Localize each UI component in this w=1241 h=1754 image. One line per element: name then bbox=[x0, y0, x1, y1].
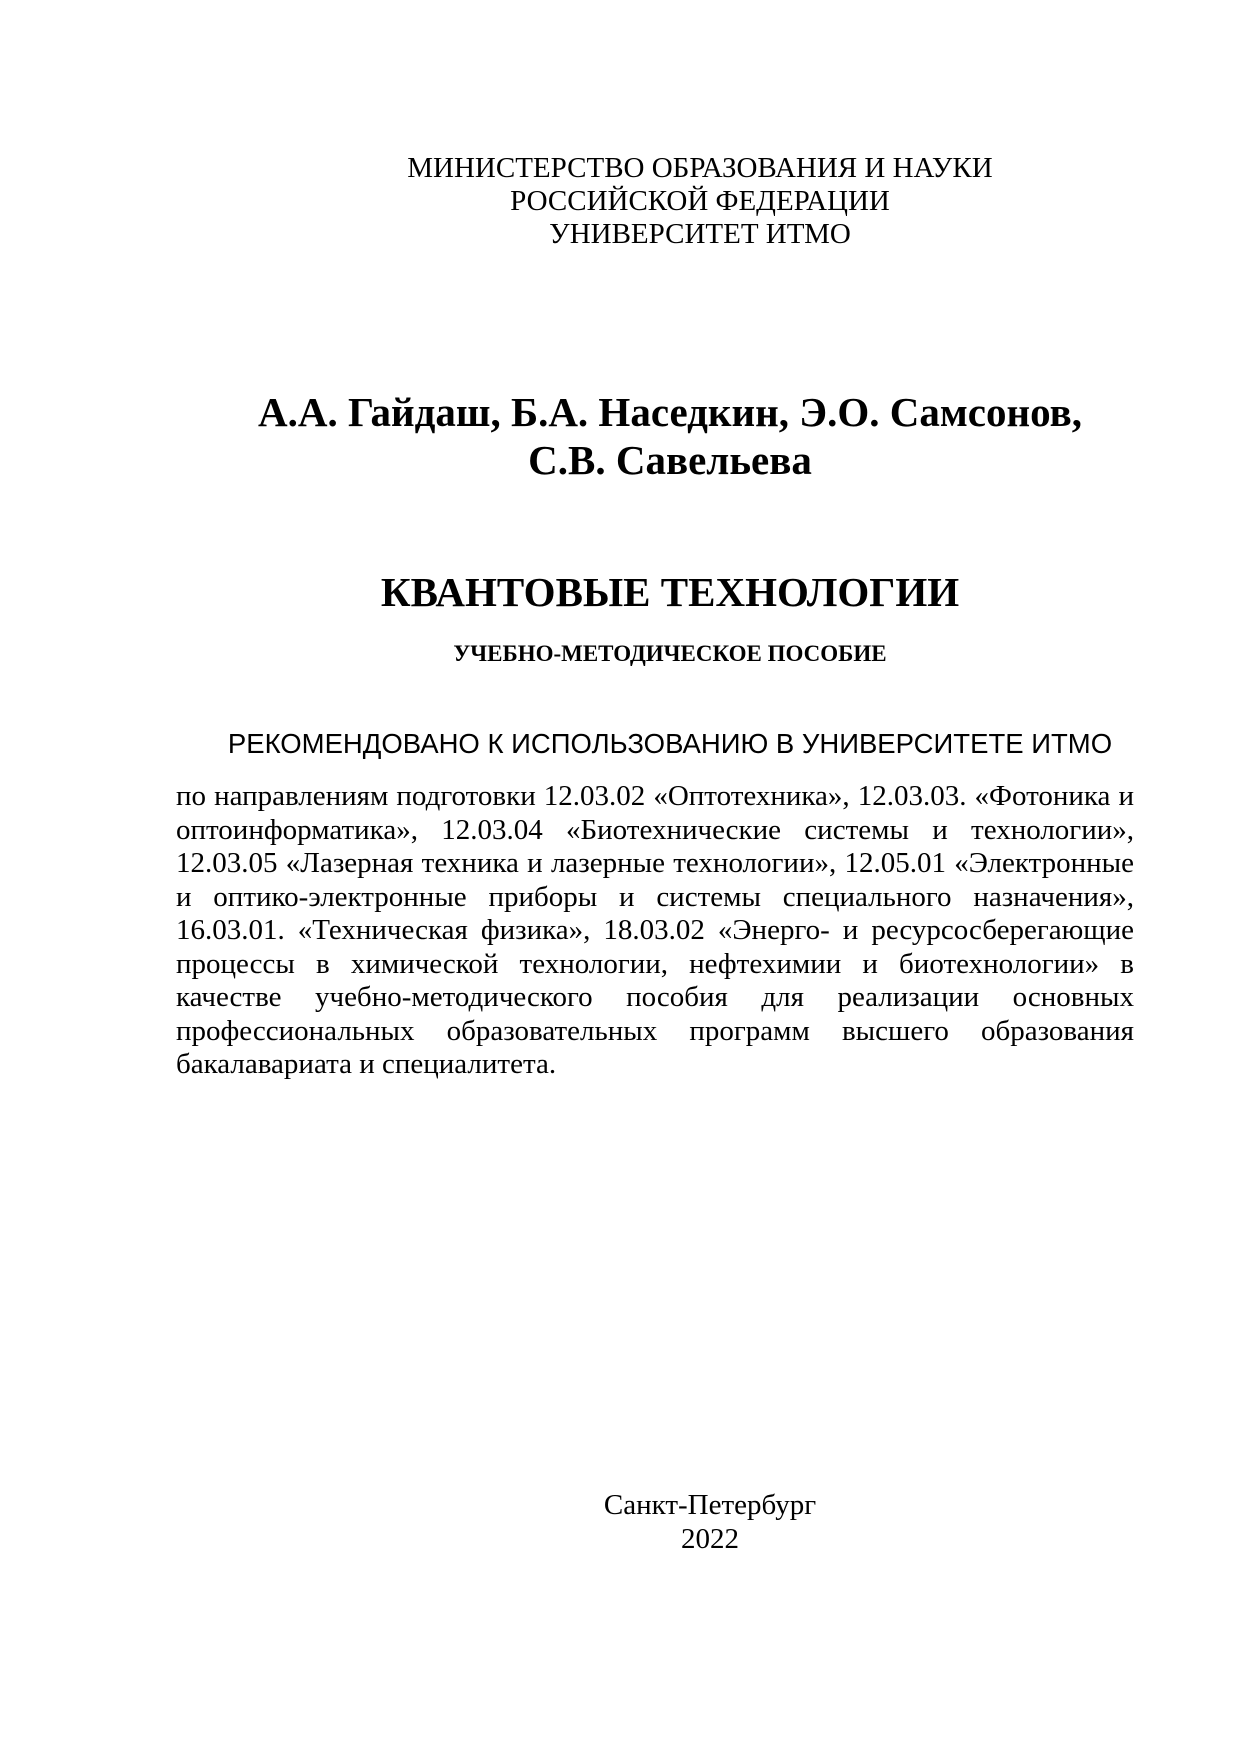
publication-place-year bbox=[560, 1488, 860, 1556]
publication-year: 2022 bbox=[681, 1523, 739, 1555]
ministry-line-2: РОССИЙСКОЙ ФЕДЕРАЦИИ bbox=[510, 185, 890, 217]
ministry-header bbox=[300, 152, 1100, 251]
document-subtitle: УЧЕБНО-МЕТОДИЧЕСКОЕ ПОСОБИЕ bbox=[453, 641, 887, 666]
authors-block bbox=[200, 388, 1140, 484]
authors-line-2: С.В. Савельева bbox=[528, 437, 812, 483]
authors-line-1: А.А. Гайдаш, Б.А. Наседкин, Э.О. Самсонов, bbox=[258, 389, 1082, 435]
recommendation-heading: РЕКОМЕНДОВАНО К ИСПОЛЬЗОВАНИЮ В УНИВЕРСИТЕТЕ ИТМО bbox=[227, 728, 1113, 759]
ministry-line-1: МИНИСТЕРСТВО ОБРАЗОВАНИЯ И НАУКИ bbox=[407, 152, 993, 184]
university-name: УНИВЕРСИТЕТ ИТМО bbox=[549, 218, 851, 250]
publication-city: Санкт-Петербург bbox=[603, 1489, 817, 1521]
document-title: КВАНТОВЫЕ ТЕХНОЛОГИИ bbox=[380, 569, 960, 615]
description-paragraph: по направлениям подготовки 12.03.02 «Оптотехника», 12.03.03. «Фотоника и оптоинформатика», 12.03.04 «Биотехнические системы и технологии», 12.03.05 «Лазерная техника и лазерные технологии», 12.05.01 «Электронные и оптико-электронные приборы и системы специального назначения», 16.03.01. «Техническая физика», 18.03.02 «Энерго- и ресурсосберегающие процессы в химической технологии, нефтехимии и биотехнологии» в качестве учебно-методического пособия для реализации основных профессиональных образовательных программ высшего образования бакалавариата и специалитета. bbox=[176, 780, 1134, 1080]
